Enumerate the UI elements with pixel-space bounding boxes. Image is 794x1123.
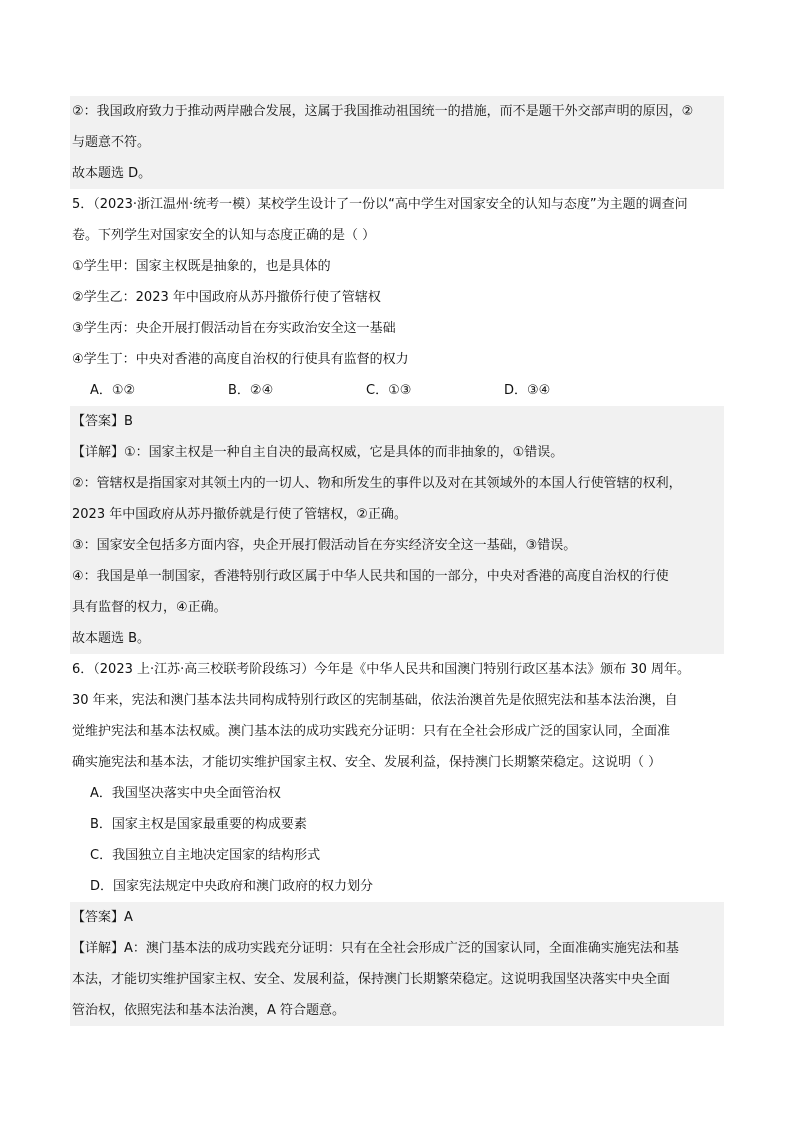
detail-line: 管治权，依照宪法和基本法治澳，A 符合题意。	[72, 1003, 346, 1018]
detail-line: ②：管辖权是指国家对其领土内的一切人、物和所发生的事件以及对在其领域外的本国人行使管辖的权利，	[72, 476, 682, 491]
question-6-stem: 觉维护宪法和基本法权威。澳门基本法的成功实践充分证明：只有在全社会形成广泛的国家认同，全面准	[72, 724, 671, 739]
question-6-stem: 6．（2023 上·江苏·高三校联考阶段练习）今年是《中华人民共和国澳门特别行政区基本法》颁布 30 周年。	[72, 662, 691, 677]
explanation-block-top	[70, 96, 724, 189]
question-6	[70, 654, 724, 902]
question-5-item: ②学生乙：2023 年中国政府从苏丹撤侨行使了管辖权	[72, 290, 381, 305]
answer-label: 【答案】A	[72, 910, 133, 925]
option-c: C．我国独立自主地决定国家的结构形式	[90, 848, 321, 863]
detail-line: 本法，才能切实维护国家主权、安全、发展利益，保持澳门长期繁荣稳定。这说明我国坚决落实中央全面	[72, 972, 671, 987]
explanation-line: 与题意不符。	[72, 135, 151, 150]
option-c: C．①③	[366, 383, 412, 398]
question-5-item: ①学生甲：国家主权既是抽象的，也是具体的	[72, 259, 331, 274]
detail-line: 2023 年中国政府从苏丹撤侨就是行使了管辖权，②正确。	[72, 507, 407, 522]
detail-line: 【详解】A：澳门基本法的成功实践充分证明：只有在全社会形成广泛的国家认同，全面准确实施宪法和基	[72, 941, 679, 956]
detail-line: 【详解】①：国家主权是一种自主自决的最高权威，它是具体的而非抽象的，①错误。	[72, 445, 564, 460]
document-page	[70, 96, 724, 1026]
detail-conclusion: 故本题选 B。	[72, 631, 151, 646]
option-d: D．国家宪法规定中央政府和澳门政府的权力划分	[90, 879, 374, 894]
question-5-options	[70, 375, 724, 406]
detail-line: 具有监督的权力，④正确。	[72, 600, 227, 615]
question-5-stem: 卷。下列学生对国家安全的认知与态度正确的是（ ）	[72, 228, 376, 243]
answer-label: 【答案】B	[72, 414, 133, 429]
question-5-item: ③学生丙：央企开展打假活动旨在夯实政治安全这一基础	[72, 321, 396, 336]
question-6-answer-block	[70, 902, 724, 1026]
option-d: D．③④	[504, 383, 551, 398]
question-5-answer-block	[70, 406, 724, 654]
question-6-stem: 确实施宪法和基本法，才能切实维护国家主权、安全、发展利益，保持澳门长期繁荣稳定。这说明（ ）	[72, 755, 662, 770]
detail-line: ④：我国是单一制国家，香港特别行政区属于中华人民共和国的一部分，中央对香港的高度自治权的行使	[72, 569, 669, 584]
explanation-line: ②：我国政府致力于推动两岸融合发展，这属于我国推动祖国统一的措施，而不是题干外交部声明的原因，②	[72, 104, 694, 119]
question-5	[70, 189, 724, 406]
option-a: A．①②	[90, 383, 136, 398]
question-5-item: ④学生丁：中央对香港的高度自治权的行使具有监督的权力	[72, 352, 409, 367]
detail-line: ③：国家安全包括多方面内容，央企开展打假活动旨在夯实经济安全这一基础，③错误。	[72, 538, 577, 553]
option-a: A．我国坚决落实中央全面管治权	[90, 786, 281, 801]
question-6-stem: 30 年来，宪法和澳门基本法共同构成特别行政区的宪制基础，依法治澳首先是依照宪法和基本法治澳，自	[72, 693, 678, 708]
option-b: B．②④	[228, 383, 274, 398]
option-b: B．国家主权是国家最重要的构成要素	[90, 817, 307, 832]
explanation-conclusion: 故本题选 D。	[72, 166, 152, 181]
question-5-stem: 5．（2023·浙江温州·统考一模）某校学生设计了一份以“高中学生对国家安全的认知与态度”为主题的调查问	[72, 197, 688, 212]
